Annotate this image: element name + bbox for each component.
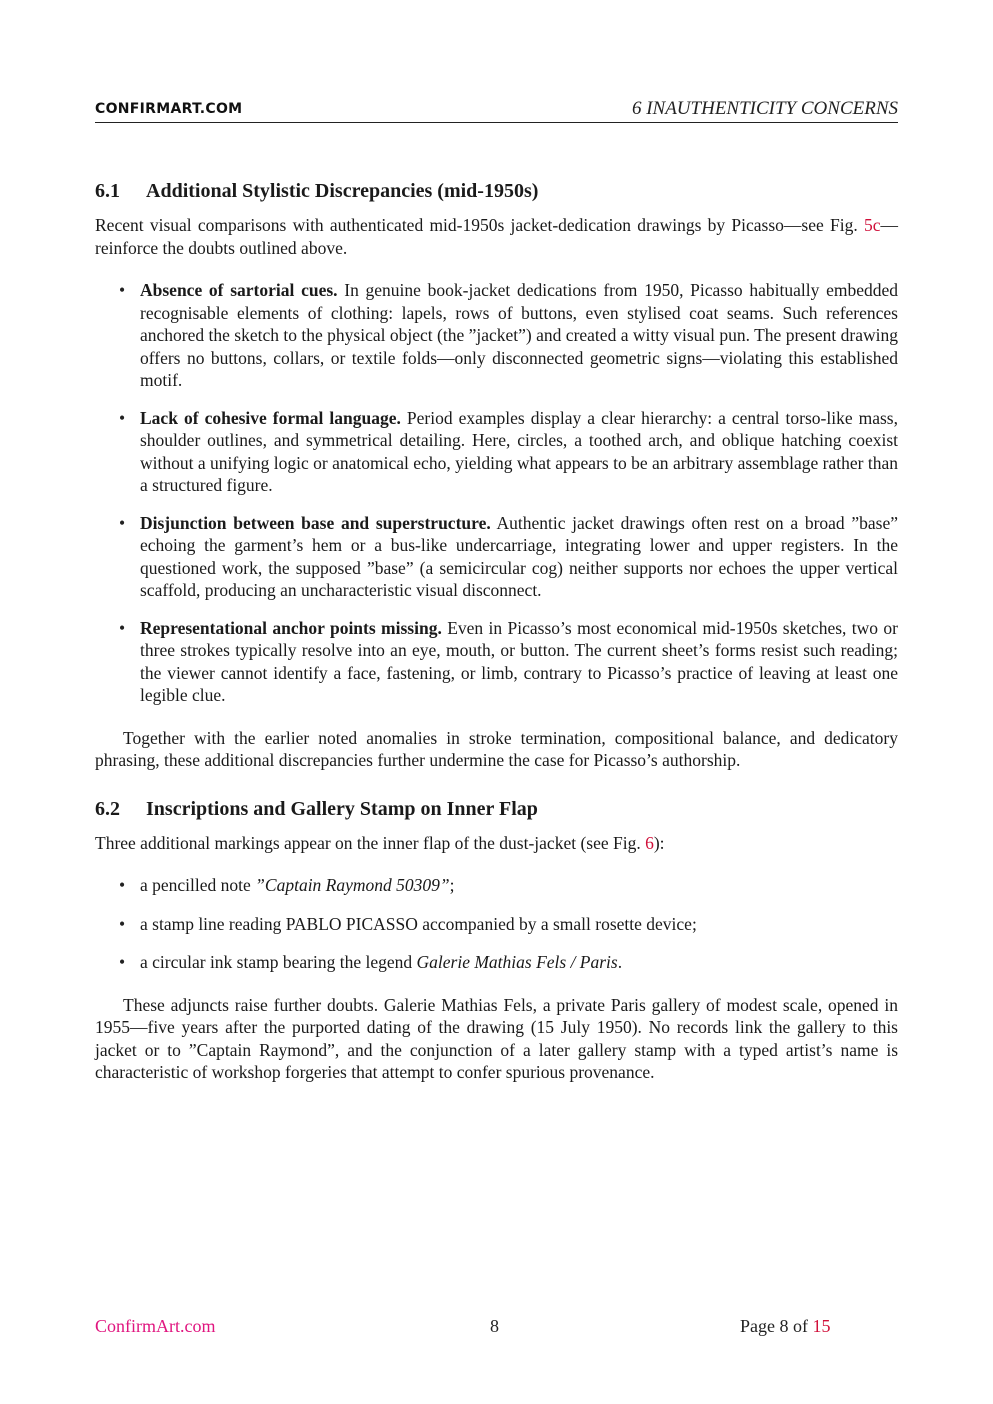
list-item-text: In genuine book-jacket dedications from 1950, Picasso habitually embedded recognisable elements of clothing: lapels, rows of buttons, even stylised coat seams. Such references anchored the sketch to the physical object (the ”jacket”) and created a witty visual pun. The present drawing offers no buttons, collars, or textile folds—only disconnected geometric signs—violating this established motif. [140, 280, 898, 390]
section-number: 6.2 [95, 797, 120, 820]
list-item [95, 512, 898, 602]
page-header [95, 98, 898, 123]
intro-text-end: —reinforce the doubts outlined above. [95, 215, 898, 258]
list-item-text: a stamp line reading PABLO PICASSO accompanied by a small rosette device; [140, 913, 697, 934]
section-intro [95, 214, 898, 259]
list-item-italic: ”Captain Raymond 50309” [255, 875, 450, 895]
intro-text: Recent visual comparisons with authenticated mid-1950s jacket-dedication drawings by Picasso—see Fig. [95, 215, 864, 235]
list-item-lead: Absence of sartorial cues. [140, 280, 338, 300]
list-item [95, 913, 898, 936]
footer-page-number: 8 [490, 1316, 499, 1336]
figure-link[interactable]: 5c [863, 215, 881, 235]
list-item-text-end: . [617, 952, 623, 972]
list-item-text-end: ; [449, 875, 455, 895]
list-item-lead: Representational anchor points missing. [140, 617, 442, 638]
site-logo: CONFIRMART.COM [95, 101, 243, 117]
discrepancy-list [95, 279, 898, 707]
figure-link[interactable]: 6 [645, 832, 654, 853]
section-title: Inscriptions and Gallery Stamp on Inner Flap [146, 797, 538, 820]
footer-site-link[interactable]: ConfirmArt.com [95, 1316, 216, 1336]
list-item-lead: Lack of cohesive formal language. [140, 407, 401, 428]
intro-text-end: ): [653, 832, 665, 853]
section-conclusion: These adjuncts raise further doubts. Galerie Mathias Fels, a private Paris gallery of modest scale, opened in 1955—five years after the purported dating of the drawing (15 July 1950). No records link the gallery to this jacket or to ”Captain Raymond”, and the conjunction of a later gallery stamp with a typed artist’s name is characteristic of workshop forgeries that attempt to confer spurious provenance. [95, 994, 898, 1082]
list-item-italic: Galerie Mathias Fels / Paris [416, 952, 618, 972]
section-heading-6-1 [95, 178, 898, 204]
footer-page-count [740, 1316, 830, 1337]
section-heading-6-2 [95, 796, 898, 822]
list-item-lead: Disjunction between base and superstructure. [140, 512, 491, 533]
main-content [95, 178, 898, 1084]
section-intro [95, 832, 898, 855]
section-number: 6.1 [95, 180, 120, 202]
list-item [95, 951, 898, 974]
list-item-text: a circular ink stamp bearing the legend [140, 952, 417, 972]
section-conclusion: Together with the earlier noted anomalies in stroke termination, compositional balance, and dedicatory phrasing, these additional discrepancies further undermine the case for Picasso’s authorship. [95, 727, 898, 770]
page-total-link[interactable]: 15 [812, 1316, 831, 1336]
list-item-text: Period examples display a clear hierarchy: a central torso-like mass, shoulder outlines, and symmetrical detailing. Here, circles, a toothed arch, and oblique hatching coexist without a unifying logic or anatomical echo, yielding what appears to be an arbitrary assemblage rather than a structured figure. [140, 407, 898, 495]
running-title: 6 INAUTHENTICITY CONCERNS [631, 98, 898, 119]
list-item-text: Even in Picasso’s most economical mid-1950s sketches, two or three strokes typically resolve into an eye, mouth, or button. The current sheet’s forms resist such reading; the viewer cannot identify a face, fastening, or limb, contrary to Picasso’s practice of leaving at least one legible clue. [140, 617, 898, 705]
list-item-text: a pencilled note [140, 875, 256, 895]
list-item-text: Authentic jacket drawings often rest on a broad ”base” echoing the garment’s hem or a bus-like undercarriage, integrating lower and upper registers. In the questioned work, the supposed ”base” (a semicircular cog) neither supports nor echoes the upper vertical scaffold, producing an uncharacteristic visual disconnect. [140, 512, 898, 600]
list-item [95, 617, 898, 707]
markings-list [95, 874, 898, 974]
intro-text: Three additional markings appear on the inner flap of the dust-jacket (see Fig. [95, 832, 646, 853]
list-item [95, 407, 898, 497]
list-item [95, 874, 898, 897]
list-item [95, 279, 898, 392]
page-label: Page 8 of [740, 1316, 813, 1336]
section-title: Additional Stylistic Discrepancies (mid-1950s) [146, 180, 539, 202]
